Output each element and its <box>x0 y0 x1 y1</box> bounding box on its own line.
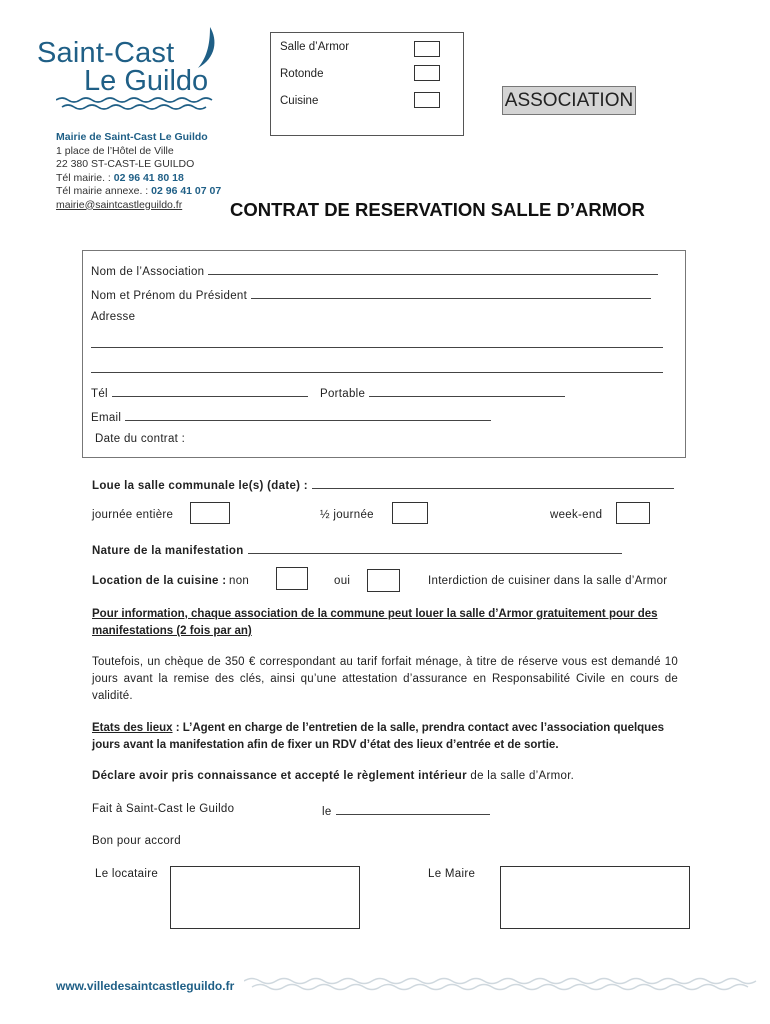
sail-icon <box>196 26 218 70</box>
footer-website-link[interactable]: www.villedesaintcastleguildo.fr <box>56 979 235 993</box>
inventory-label: Etats des lieux <box>92 722 173 734</box>
full-day-label: journée entière <box>92 509 174 521</box>
room-cuisine-checkbox[interactable] <box>414 92 440 108</box>
mairie-email: mairie@saintcastleguildo.fr <box>56 198 183 211</box>
association-info-box <box>82 250 686 458</box>
mayor-signature-box[interactable] <box>500 866 690 929</box>
logo-line-2: Le Guildo <box>84 65 209 97</box>
contract-date-label: Date du contrat : <box>95 433 186 445</box>
address-field-1[interactable] <box>91 336 663 348</box>
room-salle-checkbox[interactable] <box>414 41 440 57</box>
weekend-label: week-end <box>550 509 603 521</box>
address-label: Adresse <box>91 311 136 323</box>
inventory-text: : L’Agent en charge de l’entretien de la salle, prendra contact avec l’association quelques jours avant la manifestation afin de fixer un RDV d’état des lieux d’entrée et de sortie. <box>92 722 665 751</box>
president-name-label: Nom et Prénom du Président <box>91 290 248 302</box>
event-type-field[interactable] <box>248 542 622 554</box>
email-field[interactable] <box>125 409 491 421</box>
mairie-phone-label: Tél mairie. : <box>56 171 114 184</box>
kitchen-rental-label: Location de la cuisine : <box>92 575 227 587</box>
mobile-row <box>320 385 565 400</box>
rental-date-row <box>92 477 674 492</box>
mairie-annex-phone-line <box>56 185 221 199</box>
association-name-row <box>91 263 658 278</box>
signed-date-field[interactable] <box>336 803 490 815</box>
email-row <box>91 409 491 424</box>
signed-at-label: Fait à Saint-Cast le Guildo <box>92 803 235 815</box>
phone-row <box>91 385 308 400</box>
mairie-name: Mairie de Saint-Cast Le Guildo <box>56 131 208 143</box>
rental-date-field[interactable] <box>312 477 674 489</box>
kitchen-yes-label: oui <box>334 575 351 587</box>
event-type-label: Nature de la manifestation <box>92 545 244 557</box>
mobile-field[interactable] <box>369 385 565 397</box>
logo-line-1: Saint-Cast <box>37 37 175 69</box>
declaration-bold: Déclare avoir pris connaissance et accepté le règlement intérieur <box>92 770 467 782</box>
president-name-row <box>91 287 651 302</box>
waves-icon <box>56 95 221 111</box>
room-cuisine-label: Cuisine <box>280 95 319 107</box>
kitchen-interdiction-note: Interdiction de cuisiner dans la salle d’Armor <box>428 575 668 587</box>
rental-date-label: Loue la salle communale le(s) (date) : <box>92 480 308 492</box>
half-day-checkbox[interactable] <box>392 502 428 524</box>
mairie-address-line-1: 1 place de l’Hôtel de Ville <box>56 144 174 157</box>
email-label: Email <box>91 412 122 424</box>
mairie-phone-line <box>56 172 221 186</box>
association-badge: ASSOCIATION <box>502 86 636 115</box>
declaration-rest: de la salle d’Armor. <box>466 770 575 782</box>
weekend-checkbox[interactable] <box>616 502 650 524</box>
signed-date-label: le <box>322 806 332 818</box>
room-rotonde-label: Rotonde <box>280 68 324 80</box>
mairie-address <box>56 131 221 212</box>
declaration-line <box>92 770 574 782</box>
page-title: CONTRAT DE RESERVATION SALLE D’ARMOR <box>230 199 645 220</box>
inventory-paragraph <box>92 720 678 754</box>
mairie-annex-phone: 02 96 41 07 07 <box>151 185 222 197</box>
room-rotonde-checkbox[interactable] <box>414 65 440 81</box>
tenant-signature-box[interactable] <box>170 866 360 929</box>
phone-label: Tél <box>91 388 108 400</box>
mobile-label: Portable <box>320 388 366 400</box>
mairie-address-line-2: 22 380 ST-CAST-LE GUILDO <box>56 158 195 170</box>
president-name-field[interactable] <box>251 287 651 299</box>
phone-field[interactable] <box>112 385 308 397</box>
full-day-checkbox[interactable] <box>190 502 230 524</box>
association-name-label: Nom de l’Association <box>91 266 205 278</box>
kitchen-no-label: non <box>229 575 250 587</box>
association-name-field[interactable] <box>208 263 658 275</box>
room-selection-box <box>270 32 464 136</box>
kitchen-yes-checkbox[interactable] <box>367 569 400 592</box>
half-day-label: ½ journée <box>320 509 374 521</box>
mairie-annex-phone-label: Tél mairie annexe. : <box>56 185 152 197</box>
kitchen-no-checkbox[interactable] <box>276 567 308 590</box>
deposit-paragraph: Toutefois, un chèque de 350 € correspondant au tarif forfait ménage, à titre de réserve vous est demandé 10 jours avant la remise des clés, ainsi qu’une attestation d’assurance en Responsabilité Civile en cours de validité. <box>92 656 678 702</box>
mayor-label: Le Maire <box>428 868 476 880</box>
footer-waves-icon <box>244 975 764 991</box>
mairie-phone: 02 96 41 80 18 <box>113 171 184 184</box>
approval-label: Bon pour accord <box>92 835 181 847</box>
room-salle-label: Salle d’Armor <box>280 41 350 53</box>
signed-date-row <box>322 803 490 818</box>
tenant-label: Le locataire <box>95 868 159 880</box>
address-field-2[interactable] <box>91 361 663 373</box>
info-notice: Pour information, chaque association de la commune peut louer la salle d’Armor gratuitement pour des manifestations (2 fois par an) <box>92 608 658 637</box>
event-type-row <box>92 542 622 557</box>
